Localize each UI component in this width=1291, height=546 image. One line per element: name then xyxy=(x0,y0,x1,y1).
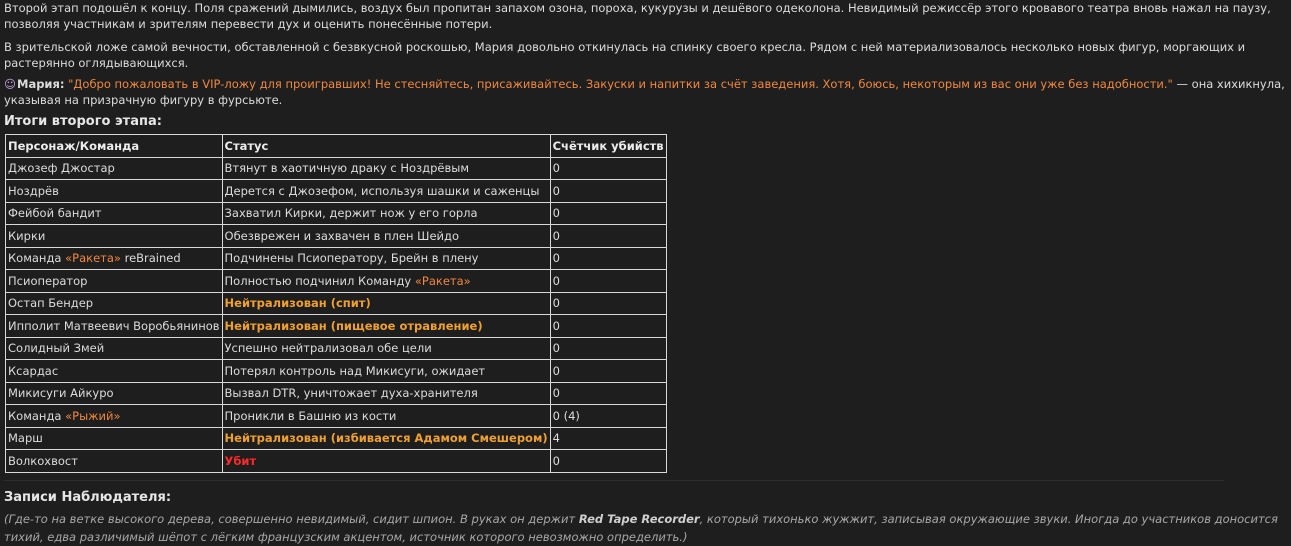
team-name-highlight: «Рыжий» xyxy=(65,408,121,423)
cell-status: Дерется с Джозефом, используя шашки и саженцы xyxy=(222,180,550,203)
cell-kill-count: 0 xyxy=(550,337,666,360)
cell-kill-count: 0 xyxy=(550,450,666,473)
dialogue-quote: "Добро пожаловать в VIP-ложу для проигравших! Не стесняйтесь, присаживайтесь. Закуски и напитки за счёт заведения. Хотя, боюсь, некоторым из вас они уже без надобности." xyxy=(68,77,1173,91)
observer-text-before: (Где-то на ветке высокого дерева, совершенно невидимый, сидит шпион. В руках он держит xyxy=(4,511,579,526)
team-name-highlight: «Ракета» xyxy=(414,273,471,288)
table-row xyxy=(6,270,667,293)
cell-character-name xyxy=(6,247,223,270)
table-row xyxy=(6,360,667,383)
cell-status xyxy=(222,270,550,293)
cell-kill-count: 0 xyxy=(550,202,666,225)
results-table xyxy=(5,134,667,473)
status-killed: Убит xyxy=(224,453,257,468)
cell-character-name: Ноздрёв xyxy=(6,180,223,203)
cell-character-name: Фейбой бандит xyxy=(6,202,223,225)
table-row xyxy=(6,180,667,203)
table-row xyxy=(6,427,667,450)
table-row xyxy=(6,202,667,225)
column-header-name: Персонаж/Команда xyxy=(6,135,223,158)
cell-character-name: Остап Бендер xyxy=(6,292,223,315)
cell-kill-count: 0 (4) xyxy=(550,405,666,428)
cell-kill-count: 0 xyxy=(550,247,666,270)
speaker-name: Мария: xyxy=(17,77,65,91)
team-suffix: reBrained xyxy=(120,251,181,266)
cell-character-name: Джозеф Джостар xyxy=(6,157,223,180)
results-heading: Итоги второго этапа: xyxy=(4,114,162,129)
woman-avatar-icon: ☺ xyxy=(4,77,16,91)
cell-kill-count: 0 xyxy=(550,270,666,293)
cell-status: Потерял контроль над Микисуги, ожидает xyxy=(222,360,550,383)
cell-character-name: Ксардас xyxy=(6,360,223,383)
column-header-kills: Счётчик убийств xyxy=(550,135,666,158)
cell-status: Захватил Кирки, держит нож у его горла xyxy=(222,202,550,225)
status-neutralized: Нейтрализован (избивается Адамом Смешером) xyxy=(224,431,548,446)
cell-status: Обезврежен и захвачен в плен Шейдо xyxy=(222,225,550,248)
status-neutralized: Нейтрализован (пищевое отравление) xyxy=(224,318,483,333)
column-header-status: Статус xyxy=(222,135,550,158)
cell-character-name: Ипполит Матвеевич Воробьянинов xyxy=(6,315,223,338)
cell-kill-count: 0 xyxy=(550,382,666,405)
cell-status: Проникли в Башню из кости xyxy=(222,405,550,428)
recorder-name: Red Tape Recorder xyxy=(578,511,700,526)
table-row xyxy=(6,405,667,428)
cell-status: Подчинены Псиоператору, Брейн в плену xyxy=(222,247,550,270)
cell-kill-count: 0 xyxy=(550,157,666,180)
cell-kill-count: 4 xyxy=(550,427,666,450)
status-prefix: Полностью подчинил Команду xyxy=(224,273,415,288)
cell-kill-count: 0 xyxy=(550,360,666,383)
table-row xyxy=(6,292,667,315)
results-table-body xyxy=(6,157,667,472)
table-row xyxy=(6,382,667,405)
table-row xyxy=(6,247,667,270)
cell-kill-count: 0 xyxy=(550,225,666,248)
table-row xyxy=(6,157,667,180)
cell-status xyxy=(222,450,550,473)
team-name-highlight: «Ракета» xyxy=(65,251,121,266)
cell-status: Вызвал DTR, уничтожает духа-хранителя xyxy=(222,382,550,405)
observer-notes xyxy=(4,510,1287,546)
cell-character-name: Псиоператор xyxy=(6,270,223,293)
observer-text-after: , который тихонько жужжит, записывая окружающие звуки. Иногда до участников доносится тихий, едва различимый шёпот с лёгким французским акцентом, источник которого невозможно определить.) xyxy=(4,511,1278,544)
team-prefix: Команда xyxy=(8,251,66,266)
team-prefix: Команда xyxy=(8,408,66,423)
table-row xyxy=(6,225,667,248)
cell-status: Втянут в хаотичную драку с Ноздрёвым xyxy=(222,157,550,180)
cell-character-name: Микисуги Айкуро xyxy=(6,382,223,405)
intro-paragraph-2: В зрительской ложе самой вечности, обставленной с безвкусной роскошью, Мария довольно откинулась на спинку своего кресла. Рядом с ней материализовалось несколько новых фигур, моргающих и растерянно оглядывающихся. xyxy=(4,40,1246,70)
intro-paragraph-1: Второй этап подошёл к концу. Поля сражений дымились, воздух был пропитан запахом озона, пороха, кукурузы и дешёвого одеколона. Невидимый режиссёр этого кровавого театра вновь нажал на паузу, позволяя участникам и зрителям перевести дух и оценить понесённые потери. xyxy=(4,1,1271,31)
cell-character-name xyxy=(6,405,223,428)
cell-status xyxy=(222,315,550,338)
table-header-row xyxy=(6,135,667,158)
maria-dialogue xyxy=(4,76,1287,108)
cell-character-name: Волкохвост xyxy=(6,450,223,473)
cell-character-name: Кирки xyxy=(6,225,223,248)
cell-character-name: Марш xyxy=(6,427,223,450)
cell-status xyxy=(222,292,550,315)
cell-kill-count: 0 xyxy=(550,180,666,203)
dialogue-tail: — она хихикнула, указывая на призрачную фигуру в фурсьюте. xyxy=(4,77,1285,107)
status-neutralized: Нейтрализован (спит) xyxy=(224,296,371,311)
table-row xyxy=(6,450,667,473)
cell-kill-count: 0 xyxy=(550,292,666,315)
section-divider xyxy=(4,480,1224,481)
table-row xyxy=(6,337,667,360)
cell-status xyxy=(222,427,550,450)
cell-character-name: Солидный Змей xyxy=(6,337,223,360)
observer-heading: Записи Наблюдателя: xyxy=(4,489,172,505)
cell-kill-count: 0 xyxy=(550,315,666,338)
table-row xyxy=(6,315,667,338)
cell-status: Успешно нейтрализовал обе цели xyxy=(222,337,550,360)
